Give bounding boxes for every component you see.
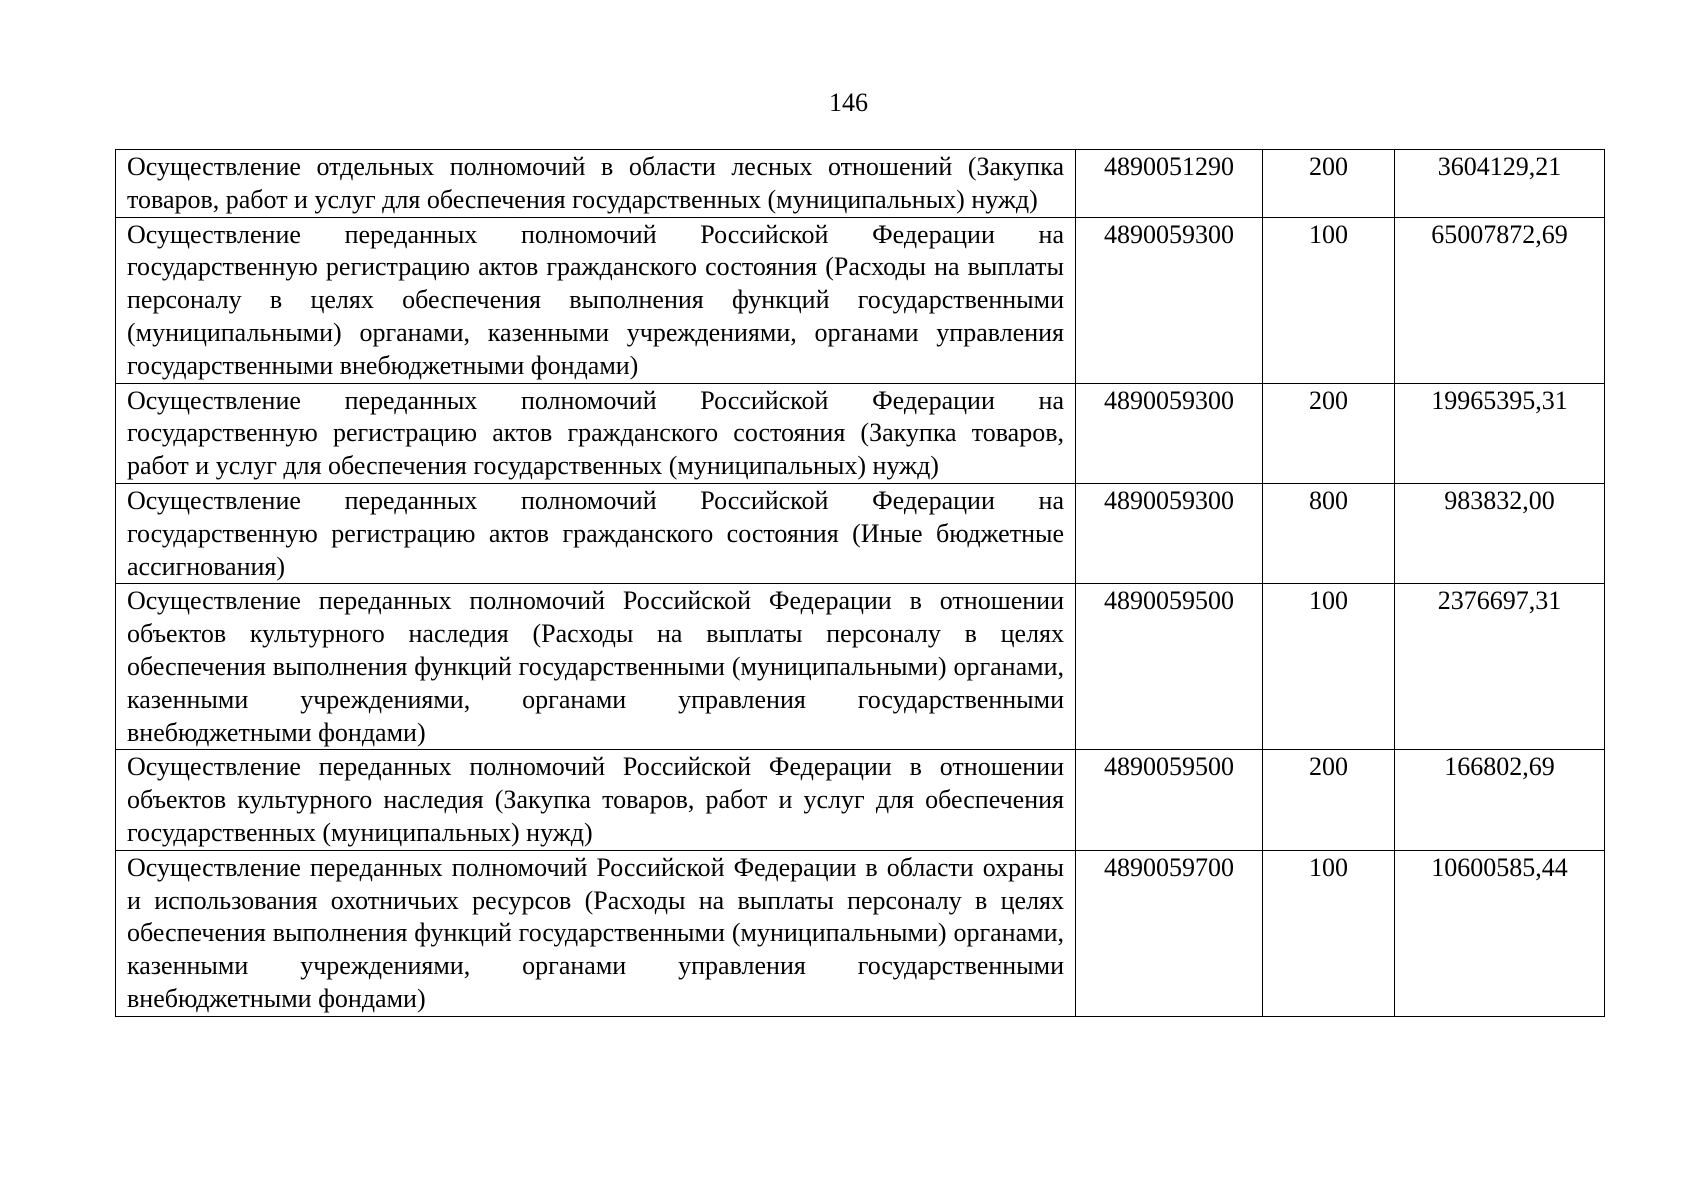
table-row [116, 584, 1605, 750]
row-expense-type: 200 [1263, 383, 1395, 483]
table-row [116, 217, 1605, 383]
row-description: Осуществление переданных полномочий Российской Федерации на государственную регистрацию актов гражданского состояния (Расходы на выплаты персоналу в целях обеспечения выполнения функций государственными (муниципальными) органами, казенными учреждениями, органами управления государственными внебюджетными фондами) [116, 217, 1076, 383]
row-description: Осуществление переданных полномочий Российской Федерации в отношении объектов культурного наследия (Расходы на выплаты персоналу в целях обеспечения выполнения функций государственными (муниципальными) органами, казенными учреждениями, органами управления государственными внебюджетными фондами) [116, 584, 1076, 750]
budget-table [115, 149, 1605, 1017]
table-row [116, 483, 1605, 583]
row-amount: 2376697,31 [1395, 584, 1605, 750]
table-row [116, 150, 1605, 218]
table-row [116, 850, 1605, 1016]
table-row [116, 750, 1605, 850]
row-description: Осуществление отдельных полномочий в области лесных отношений (Закупка товаров, работ и услуг для обеспечения государственных (муниципальных) нужд) [116, 150, 1076, 218]
row-code: 4890059500 [1076, 750, 1263, 850]
row-description: Осуществление переданных полномочий Российской Федерации в области охраны и использования охотничьих ресурсов (Расходы на выплаты персоналу в целях обеспечения выполнения функций государственными (муниципальными) органами, казенными учреждениями, органами управления государственными внебюджетными фондами) [116, 850, 1076, 1016]
row-code: 4890059300 [1076, 383, 1263, 483]
row-amount: 166802,69 [1395, 750, 1605, 850]
row-expense-type: 800 [1263, 483, 1395, 583]
row-code: 4890059700 [1076, 850, 1263, 1016]
row-description: Осуществление переданных полномочий Российской Федерации на государственную регистрацию актов гражданского состояния (Иные бюджетные ассигнования) [116, 483, 1076, 583]
row-description: Осуществление переданных полномочий Российской Федерации в отношении объектов культурного наследия (Закупка товаров, работ и услуг для обеспечения государственных (муниципальных) нужд) [116, 750, 1076, 850]
row-expense-type: 100 [1263, 850, 1395, 1016]
row-code: 4890059300 [1076, 217, 1263, 383]
row-code: 4890059500 [1076, 584, 1263, 750]
row-amount: 10600585,44 [1395, 850, 1605, 1016]
row-code: 4890059300 [1076, 483, 1263, 583]
row-amount: 3604129,21 [1395, 150, 1605, 218]
page-number: 146 [829, 88, 868, 117]
row-expense-type: 100 [1263, 217, 1395, 383]
row-description: Осуществление переданных полномочий Российской Федерации на государственную регистрацию актов гражданского состояния (Закупка товаров, работ и услуг для обеспечения государственных (муниципальных) нужд) [116, 383, 1076, 483]
row-amount: 19965395,31 [1395, 383, 1605, 483]
row-expense-type: 200 [1263, 750, 1395, 850]
table-row [116, 383, 1605, 483]
row-expense-type: 100 [1263, 584, 1395, 750]
row-amount: 983832,00 [1395, 483, 1605, 583]
row-amount: 65007872,69 [1395, 217, 1605, 383]
row-code: 4890051290 [1076, 150, 1263, 218]
row-expense-type: 200 [1263, 150, 1395, 218]
